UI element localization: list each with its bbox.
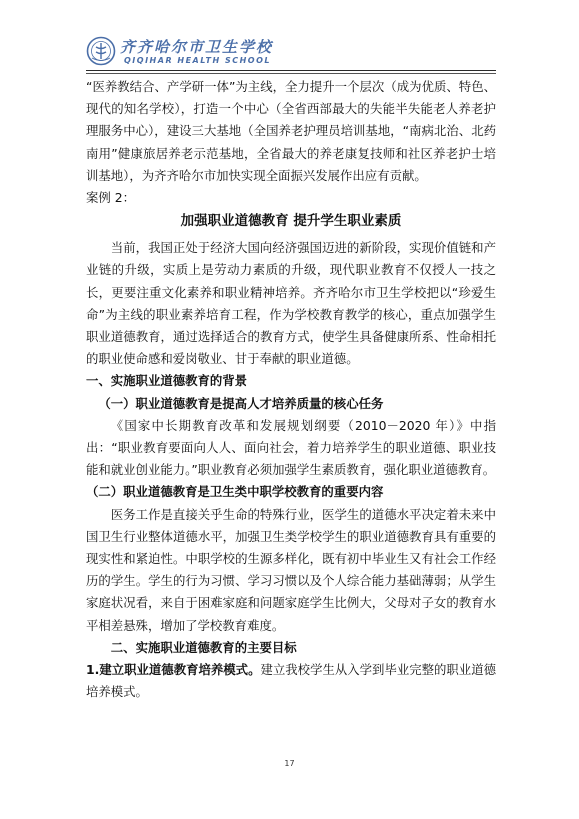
paragraph [86,659,496,703]
school-name-en: QIQIHAR HEALTH SCHOOL [124,56,271,65]
paragraph: 《国家中长期教育改革和发展规划纲要（2010－2020 年）》中指出：“职业教育要面向人人、面向社会，着力培养学生的职业道德、职业技能和就业创业能力。”职业教育必须加强学生素质教育，强化职业道德教育。 [86,417,496,478]
paragraph: 医务工作是直接关乎生命的特殊行业，医学生的道德水平决定着未来中国卫生行业整体道德水平，加强卫生类学校学生的职业道德教育具有重要的现实性和紧迫性。中职学校的生源多样化，既有初中毕业生又有社会工作经历的学生。学生的行为习惯、学习习惯以及个人综合能力基础薄弱；从学生家庭状况看，来自于困难家庭和问题家庭学生比例大，父母对子女的教育水平相差悬殊，增加了学校教育难度。 [86,506,496,633]
article-title: 加强职业道德教育 提升学生职业素质 [180,213,402,230]
subsection-heading: （一）职业道德教育是提高人才培养质量的核心任务 [98,395,384,411]
header-divider-thin [86,73,496,74]
header-divider [86,70,496,71]
goal-text: 建立我校学生从入学到毕业完整的职业道德培养模式。 [86,662,496,700]
school-logo-icon [86,36,116,66]
page-header [86,34,496,70]
page-number: 17 [284,759,295,768]
paragraph: 当前，我国正处于经济大国向经济强国迈进的新阶段，实现价值链和产业链的升级，实质上是劳动力素质的升级，现代职业教育不仅授人一技之长，更要注重文化素养和职业精神培养。齐齐哈尔市卫生学校把以“珍爱生命”为主线的职业素养培育工程，作为学校教育教学的核心，重点加强学生职业道德教育，通过选择适合的教育方式，使学生具备健康所系、性命相托的职业使命感和爱岗敬业、甘于奉献的职业道德。 [86,240,496,367]
paragraph: “医养教结合、产学研一体”为主线，全力提升一个层次（成为优质、特色、现代的知名学校），打造一个中心（全省西部最大的失能半失能老人养老护理服务中心），建设三大基地（全国养老护理员培训基地，“南病北治、北药南用”健康旅居养老示范基地，全省最大的养老康复技师和社区养老护士培训基地），为齐齐哈尔市加快实现全面振兴发展作出应有贡献。 [86,79,496,183]
section-heading: 二、实施职业道德教育的主要目标 [110,639,297,655]
document-body [86,76,496,703]
section-heading: 一、实施职业道德教育的背景 [86,373,248,389]
goal-label: 1.建立职业道德教育培养模式。 [86,662,261,678]
subsection-heading: （二）职业道德教育是卫生类中职学校教育的重要内容 [86,484,384,500]
school-name-cn: 齐齐哈尔市卫生学校 [120,38,274,56]
case-label: 案例 2： [86,190,135,206]
